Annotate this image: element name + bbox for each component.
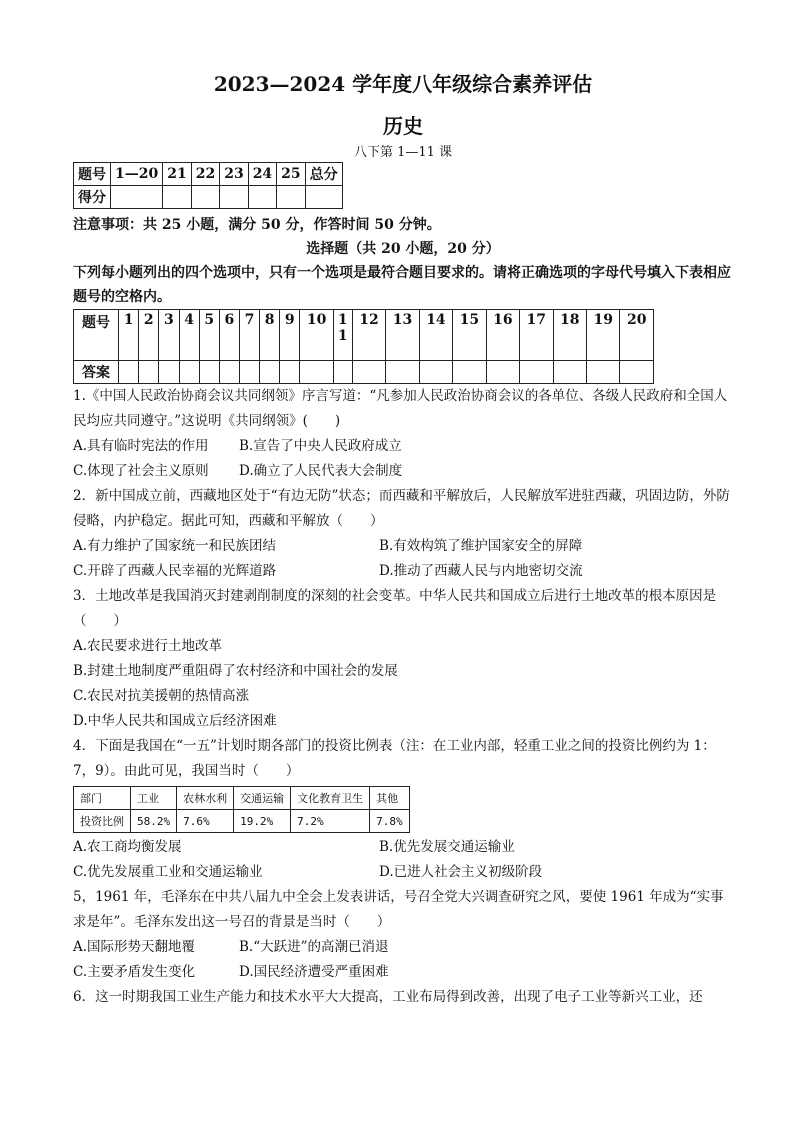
score-table-header-row: [74, 163, 343, 186]
score-table-value-row: [74, 186, 343, 209]
answer-blank-cell[interactable]: [419, 361, 452, 384]
answer-number-cell: 6: [219, 310, 239, 361]
investment-value-row: [74, 810, 410, 833]
score-cell: 题号: [74, 163, 111, 186]
exam-page: [73, 70, 733, 1010]
option-c: C.体现了社会主义原则: [73, 463, 209, 479]
option-b: B.有效构筑了维护国家安全的屏障: [379, 538, 583, 554]
answer-blank-cell[interactable]: [620, 361, 654, 384]
option-d: D.中华人民共和国成立后经济困难: [73, 713, 277, 729]
investment-cell: 7.2%: [291, 810, 370, 833]
score-table: [73, 162, 343, 209]
answer-number-cell: 20: [620, 310, 654, 361]
investment-cell: 7.8%: [370, 810, 410, 833]
section-title: 选择题（共 20 小题，20 分）: [306, 241, 500, 257]
option-a: A.农工商均衡发展: [73, 839, 182, 855]
answer-blank-cell[interactable]: [280, 361, 300, 384]
investment-cell: 部门: [74, 787, 131, 810]
answer-blank-cell[interactable]: [179, 361, 199, 384]
answer-blank-cell[interactable]: [260, 361, 280, 384]
option-d: D.确立了人民代表大会制度: [239, 463, 403, 479]
answer-number-row: [74, 310, 654, 361]
answer-number-cell: 15: [453, 310, 486, 361]
question-3-stem: 3．土地改革是我国消灭封建剥削制度的深刻的社会变革。中华人民共和国成立后进行土地改革的根本原因是（ ）: [73, 588, 717, 629]
question-4-options-row-1: [73, 835, 733, 860]
answer-number-cell: 7: [239, 310, 259, 361]
answer-blank-cell[interactable]: [520, 361, 553, 384]
answer-number-cell: 9: [280, 310, 300, 361]
option-d: D.推动了西藏人民与内地密切交流: [379, 563, 583, 579]
question-5-stem: 5，1961 年，毛泽东在中共八届九中全会上发表讲话，号召全党大兴调查研究之风，要使 1961 年成为“实事求是年”。毛泽东发出这一号召的背景是当时（ ）: [73, 889, 724, 930]
answer-blank-cell[interactable]: [119, 361, 139, 384]
answer-blank-cell[interactable]: [219, 361, 239, 384]
question-6-stem: 6．这一时期我国工业生产能力和技术水平大大提高，工业布局得到改善，出现了电子工业等新兴工业，还: [73, 989, 703, 1005]
question-2-stem: 2．新中国成立前，西藏地区处于“有边无防”状态；而西藏和平解放后，人民解放军进驻西藏，巩固边防，外防侵略，内护稳定。据此可知，西藏和平解放（ ）: [73, 488, 730, 529]
score-blank-cell[interactable]: [111, 186, 163, 209]
answer-blank-cell[interactable]: [159, 361, 179, 384]
answer-number-cell: 18: [553, 310, 586, 361]
answer-blank-cell[interactable]: [586, 361, 619, 384]
answer-row-label: 答案: [74, 361, 119, 384]
answer-blank-cell[interactable]: [199, 361, 219, 384]
question-5-options-row-1: [73, 935, 733, 960]
notice: 注意事项：共 25 小题，满分 50 分，作答时间 50 分钟。: [73, 217, 441, 233]
score-blank-cell[interactable]: [305, 186, 342, 209]
answer-table: [73, 309, 654, 384]
investment-cell: 工业: [131, 787, 177, 810]
answer-blank-cell[interactable]: [239, 361, 259, 384]
subject-title: 历史: [383, 114, 423, 138]
investment-cell: 7.6%: [177, 810, 234, 833]
exam-title: 2023—2024 学年度八年级综合素养评估: [213, 72, 593, 96]
score-row-label: 得分: [74, 186, 111, 209]
option-c: C.优先发展重工业和交通运输业: [73, 864, 263, 880]
answer-blank-cell[interactable]: [486, 361, 519, 384]
answer-number-cell: 10: [300, 310, 333, 361]
score-cell: 1—20: [111, 163, 163, 186]
investment-header-row: [74, 787, 410, 810]
score-cell: 24: [248, 163, 276, 186]
answer-number-cell: 5: [199, 310, 219, 361]
option-a: A.国际形势天翻地覆: [73, 939, 196, 955]
answer-number-cell: 1: [119, 310, 139, 361]
question-1-stem: 1.《中国人民政治协商会议共同纲领》序言写道：“凡参加人民政治协商会议的各单位、各级人民政府和全国人民均应共同遵守。”这说明《共同纲领》( ): [73, 388, 728, 429]
answer-number-cell: 12: [352, 310, 385, 361]
answer-blank-cell[interactable]: [300, 361, 333, 384]
answer-number-cell: 16: [486, 310, 519, 361]
answer-blank-cell[interactable]: [352, 361, 385, 384]
score-blank-cell[interactable]: [277, 186, 305, 209]
option-b: B.封建土地制度严重阻碍了农村经济和中国社会的发展: [73, 663, 398, 679]
score-cell: 21: [163, 163, 191, 186]
answer-header-label: 题号: [74, 310, 119, 361]
investment-cell: 农林水利: [177, 787, 234, 810]
option-c: C.农民对抗美援朝的热情高涨: [73, 688, 250, 704]
score-cell: 总分: [305, 163, 342, 186]
answer-number-cell: 13: [386, 310, 419, 361]
option-a: A.农民要求进行土地改革: [73, 638, 223, 654]
question-2-options-row-2: [73, 559, 733, 584]
question-2-options-row-1: [73, 534, 733, 559]
answer-number-cell: 3: [159, 310, 179, 361]
question-1-options-row-2: [73, 459, 733, 484]
score-blank-cell[interactable]: [220, 186, 248, 209]
answer-number-cell: 19: [586, 310, 619, 361]
investment-cell: 其他: [370, 787, 410, 810]
investment-table: [73, 786, 410, 833]
option-b: B.优先发展交通运输业: [379, 839, 515, 855]
scope-line: 八下第 1—11 课: [353, 145, 453, 160]
option-b: B.宣告了中央人民政府成立: [239, 438, 402, 454]
option-d: D.已进人社会主义初级阶段: [379, 864, 543, 880]
score-cell: 23: [220, 163, 248, 186]
score-blank-cell[interactable]: [248, 186, 276, 209]
answer-blank-cell[interactable]: [553, 361, 586, 384]
answer-number-cell: 8: [260, 310, 280, 361]
score-blank-cell[interactable]: [163, 186, 191, 209]
score-cell: 22: [191, 163, 219, 186]
score-blank-cell[interactable]: [191, 186, 219, 209]
investment-cell: 投资比例: [74, 810, 131, 833]
answer-blank-cell[interactable]: [453, 361, 486, 384]
answer-number-cell: 4: [179, 310, 199, 361]
option-a: A.有力维护了国家统一和民族团结: [73, 538, 277, 554]
question-5-options-row-2: [73, 960, 733, 985]
score-cell: 25: [277, 163, 305, 186]
option-c: C.主要矛盾发生变化: [73, 964, 196, 980]
question-4-stem: 4．下面是我国在“一五”计划时期各部门的投资比例表（注：在工业内部，轻重工业之间的投资比例约为 1：7，9）。由此可见，我国当时（ ）: [73, 738, 716, 779]
answer-blank-cell[interactable]: [333, 361, 352, 384]
investment-cell: 58.2%: [131, 810, 177, 833]
answer-blank-row: [74, 361, 654, 384]
option-a: A.具有临时宪法的作用: [73, 438, 209, 454]
investment-cell: 19.2%: [234, 810, 291, 833]
investment-cell: 交通运输: [234, 787, 291, 810]
answer-number-cell: 17: [520, 310, 553, 361]
option-d: D.国民经济遭受严重困难: [239, 964, 389, 980]
investment-cell: 文化教育卫生: [291, 787, 370, 810]
question-4-options-row-2: [73, 860, 733, 885]
option-c: C.开辟了西藏人民幸福的光辉道路: [73, 563, 277, 579]
instruction: 下列每小题列出的四个选项中，只有一个选项是最符合题目要求的。请将正确选项的字母代号填入下表相应题号的空格内。: [73, 265, 731, 305]
answer-number-cell: 14: [419, 310, 452, 361]
answer-blank-cell[interactable]: [139, 361, 159, 384]
answer-blank-cell[interactable]: [386, 361, 419, 384]
question-1-options-row-1: [73, 434, 733, 459]
option-b: B.“大跃进”的高潮已消退: [239, 939, 389, 955]
answer-number-cell: 2: [139, 310, 159, 361]
answer-number-cell: 1 1: [333, 310, 352, 361]
